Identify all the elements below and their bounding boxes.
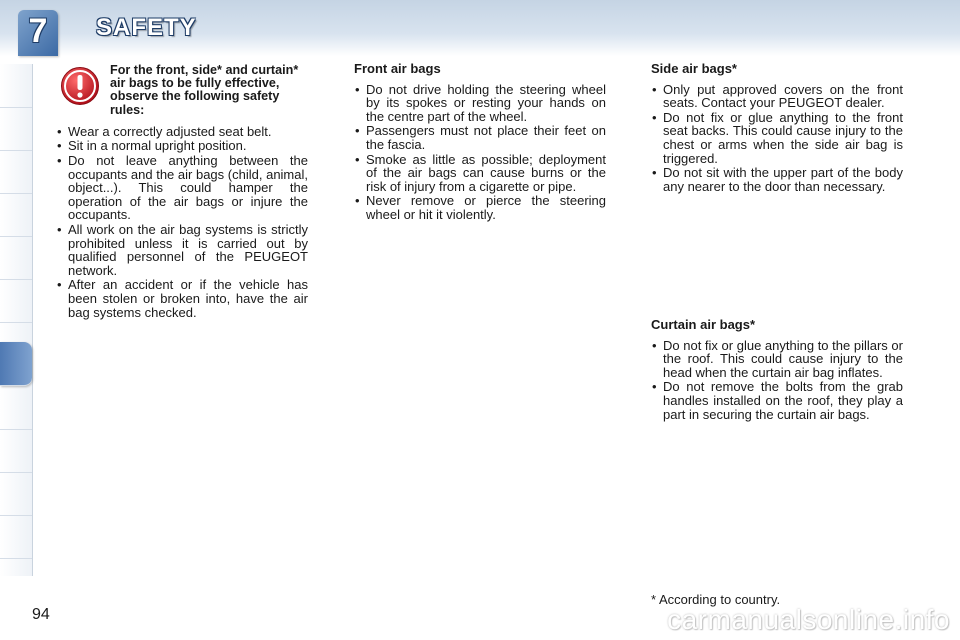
list-item: • Do not leave anything between the occupants and the air bags (child, animal, object...). This could hamper the operation of the air bags or injure the occupants. [56,154,308,222]
chapter-side-strip [0,64,33,576]
watermark[interactable]: carmanualsonline.info [667,604,950,635]
side-airbags-column [651,62,903,194]
front-airbags-list [354,83,606,222]
side-tab-4[interactable] [0,193,32,237]
list-item: • Never remove or pierce the steering wheel or hit it violently. [354,194,606,221]
list-item: • Only put approved covers on the front seats. Contact your PEUGEOT dealer. [651,83,903,110]
footnote: * According to country. [651,592,781,607]
side-tab-6[interactable] [0,279,32,323]
list-item: • All work on the air bag systems is strictly prohibited unless it is carried out by qualified personnel of the PEUGEOT network. [56,223,308,277]
list-item: • Smoke as little as possible; deployment of the air bags can cause burns or the risk of injury from a cigarette or pipe. [354,153,606,194]
list-item: • Do not fix or glue anything to the front seat backs. This could cause injury to the chest or arms when the side air bag is triggered. [651,111,903,165]
side-tab-1[interactable] [0,64,32,108]
side-tab-7-active[interactable] [0,342,32,386]
front-airbags-heading: Front air bags [354,61,441,76]
warning-list [56,125,308,319]
side-airbags-heading: Side air bags* [651,61,737,76]
page-title: SAFETY [96,14,197,41]
list-item: • After an accident or if the vehicle has been stolen or broken into, have the air bag systems checked. [56,278,308,319]
warning-intro: For the front, side* and curtain* air bags to be fully effective, observe the following safety rules: [110,63,299,117]
list-item: • Do not drive holding the steering wheel by its spokes or resting your hands on the centre part of the wheel. [354,83,606,124]
chapter-number: 7 [28,12,48,50]
side-tab-9[interactable] [0,429,32,473]
side-tab-10[interactable] [0,472,32,516]
side-tab-2[interactable] [0,107,32,151]
curtain-airbags-list [651,339,903,422]
chapter-tab [18,10,58,56]
warning-column [56,62,308,320]
list-item: • Do not sit with the upper part of the body any nearer to the door than necessary. [651,166,903,193]
side-tab-11[interactable] [0,515,32,559]
list-item: • Wear a correctly adjusted seat belt. [56,125,308,139]
page-header [0,0,960,56]
list-item: • Sit in a normal upright position. [56,139,308,153]
list-item: • Do not remove the bolts from the grab handles installed on the roof, they play a part in securing the curtain air bags. [651,380,903,421]
side-tab-5[interactable] [0,236,32,280]
side-tab-3[interactable] [0,150,32,194]
curtain-airbags-section [651,318,903,422]
page-number: 94 [32,606,50,623]
curtain-airbags-heading: Curtain air bags* [651,317,756,332]
list-item: • Passengers must not place their feet on the fascia. [354,124,606,151]
side-tab-8[interactable] [0,386,32,430]
front-airbags-column [354,62,606,223]
list-item: • Do not fix or glue anything to the pillars or the roof. This could cause injury to the head when the curtain air bag inflates. [651,339,903,380]
side-airbags-list [651,83,903,194]
